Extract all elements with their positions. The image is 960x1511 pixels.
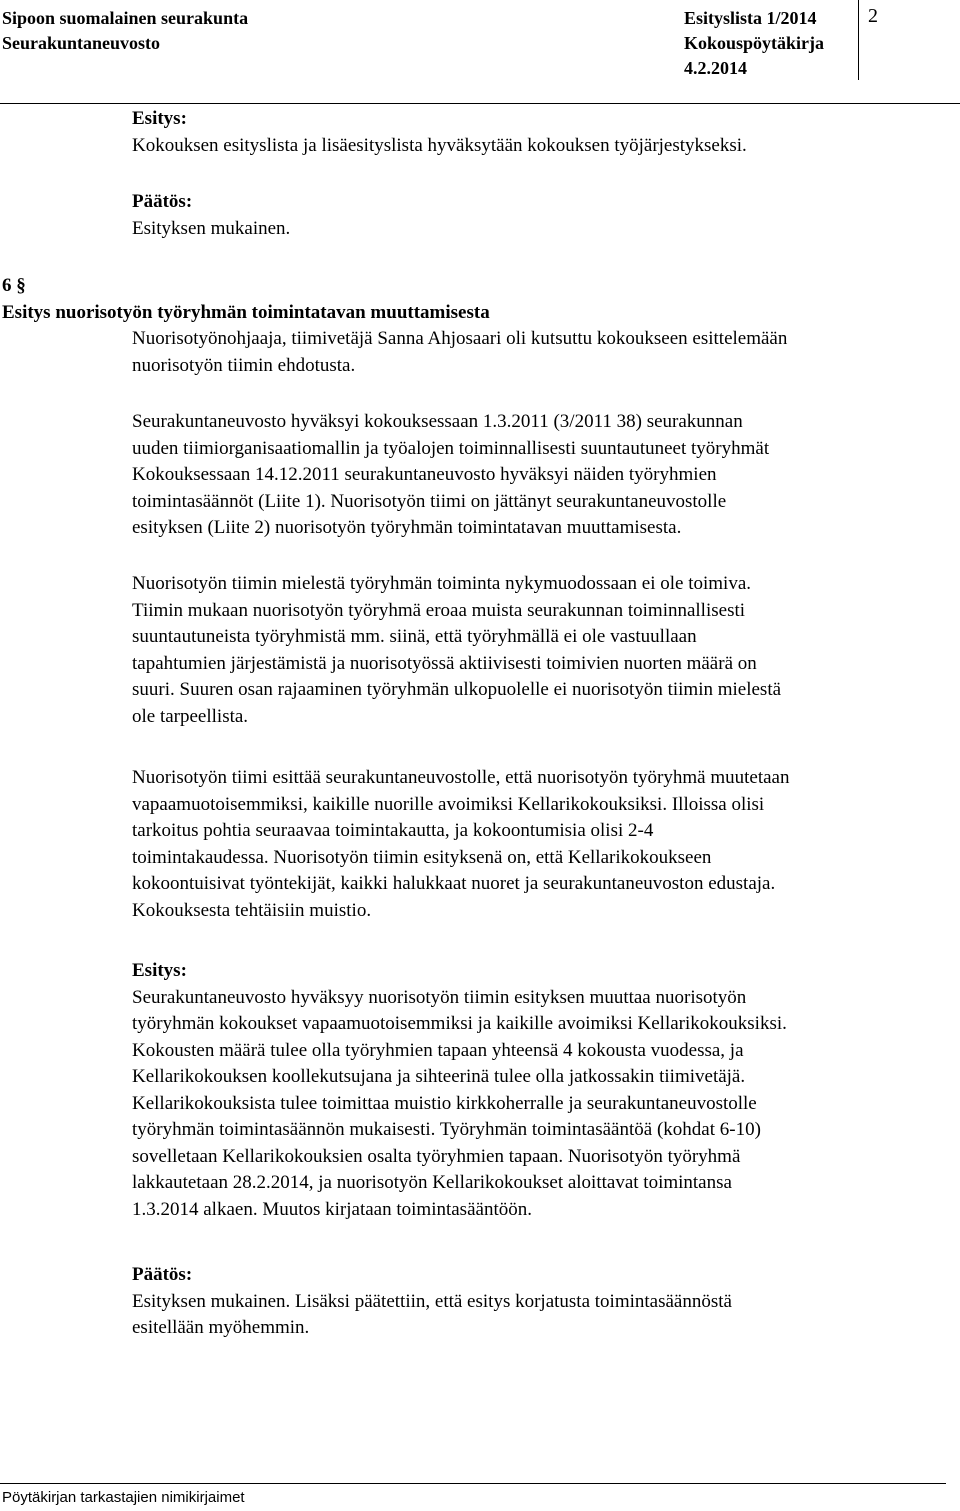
section-intro <box>132 326 787 379</box>
paragraph-line: Nuorisotyön tiimi esittää seurakuntaneuvostolle, että nuorisotyön työryhmä muutetaan <box>132 767 790 788</box>
prev-paatos-label: Päätös: <box>132 191 193 212</box>
prev-esitys-label: Esitys: <box>132 108 187 129</box>
esitys-line: Kokousten määrä tulee olla työryhmien tapaan yhteensä 4 kokousta vuodessa, ja <box>132 1039 744 1061</box>
esitys-line: lakkautetaan 28.2.2014, ja nuorisotyön Kellarikokoukset aloittavat toimintansa <box>132 1172 732 1193</box>
prev-esitys <box>132 106 747 159</box>
esitys-line: sovelletaan Kellarikokouksien osalta työryhmien tapaan. Nuorisotyön työryhmä <box>132 1145 741 1167</box>
section-paatos <box>132 1262 732 1342</box>
header-body: Seurakuntaneuvosto <box>2 33 161 53</box>
paragraph-line: esityksen (Liite 2) nuorisotyön työryhmän toimintatavan muuttamisesta. <box>132 517 682 538</box>
prev-paatos-text: Esityksen mukainen. <box>132 217 291 239</box>
paragraph-line: kokoontuisivat työntekijät, kaikki halukkaat nuoret ja seurakuntaneuvoston edustaja. <box>132 873 776 894</box>
section-heading <box>2 273 490 326</box>
esitys-line: Kellarikokouksen koollekutsujana ja sihteerinä tulee olla jatkossakin tiimivetäjä. <box>132 1066 746 1087</box>
paragraph-line: Kokouksessaan 14.12.2011 seurakuntaneuvosto hyväksyi näiden työryhmien <box>132 464 717 485</box>
paragraph-line: suuntautuneista työryhmistä mm. siinä, että työryhmällä ei ole vastuullaan <box>132 626 697 647</box>
paragraph-line: tarkoitus pohtia seuraavaa toimintakautta, ja kokoontumisia olisi 2-4 <box>132 820 654 841</box>
esitys-label: Esitys: <box>132 960 187 981</box>
paatos-line: esitellään myöhemmin. <box>132 1317 310 1338</box>
esitys-line: Seurakuntaneuvosto hyväksyy nuorisotyön tiimin esityksen muuttaa nuorisotyön <box>132 986 747 1008</box>
header-minutes: Kokouspöytäkirja <box>684 33 825 53</box>
paragraph-line: vapaamuotoisemmiksi, kaikille nuorille avoimiksi Kellarikokouksiksi. Illoissa olisi <box>132 793 765 815</box>
page-number: 2 <box>868 5 878 27</box>
paragraph-line: suuri. Suuren osan rajaaminen työryhmän ulkopuolelle ei nuorisotyön tiimin mielestä <box>132 679 782 700</box>
paragraph-1 <box>132 409 769 542</box>
paragraph-line: Seurakuntaneuvosto hyväksyi kokouksessaan 1.3.2011 (3/2011 38) seurakunnan <box>132 411 743 432</box>
paragraph-line: uuden tiimiorganisaatiomallin ja työalojen toiminnallisesti suuntautuneet työryhmät <box>132 437 770 459</box>
paragraph-line: tapahtumien järjestämistä ja nuorisotyössä aktiivisesti toimivien nuorten määrä on <box>132 652 757 674</box>
header-meta <box>684 6 824 81</box>
section-esitys <box>132 958 787 1223</box>
esitys-line: Kellarikokouksista tulee toimittaa muistio kirkkoherralle ja seurakuntaneuvostolle <box>132 1092 757 1114</box>
footer-text: Pöytäkirjan tarkastajien nimikirjaimet <box>2 1489 245 1506</box>
header-divider-vertical <box>858 0 859 80</box>
header-date: 4.2.2014 <box>684 58 747 78</box>
header-org: Sipoon suomalainen seurakunta <box>2 8 249 28</box>
prev-esitys-text: Kokouksen esityslista ja lisäesityslista hyväksytään kokouksen työjärjestykseksi. <box>132 134 747 156</box>
paragraph-line: Kokouksesta tehtäisiin muistio. <box>132 899 372 921</box>
paragraph-line: Nuorisotyön tiimin mielestä työryhmän toiminta nykymuodossaan ei ole toimiva. <box>132 573 752 594</box>
header-divider-horizontal <box>0 103 960 104</box>
section-number: 6 § <box>2 275 26 296</box>
esitys-line: työryhmän kokoukset vapaamuotoisemmiksi ja kaikille avoimiksi Kellarikokouksiksi. <box>132 1013 787 1034</box>
prev-paatos <box>132 189 290 242</box>
header-left <box>2 6 248 56</box>
footer-divider <box>0 1483 946 1484</box>
paragraph-line: toimintasäännöt (Liite 1). Nuorisotyön tiimi on jättänyt seurakuntaneuvostolle <box>132 490 727 512</box>
paragraph-3 <box>132 765 789 924</box>
paragraph-line: toimintakaudessa. Nuorisotyön tiimin esityksenä on, että Kellarikokoukseen <box>132 846 712 868</box>
paatos-label: Päätös: <box>132 1264 193 1285</box>
paragraph-2 <box>132 571 781 730</box>
esitys-line: 1.3.2014 alkaen. Muutos kirjataan toimintasääntöön. <box>132 1198 532 1220</box>
paatos-line: Esityksen mukainen. Lisäksi päätettiin, että esitys korjatusta toimintasäännöstä <box>132 1290 732 1312</box>
paragraph-line: ole tarpeellista. <box>132 705 249 727</box>
intro-line: nuorisotyön tiimin ehdotusta. <box>132 354 356 376</box>
esitys-line: työryhmän toimintasäännön mukaisesti. Työryhmän toimintasääntöä (kohdat 6-10) <box>132 1119 761 1140</box>
section-title: Esitys nuorisotyön työryhmän toimintatavan muuttamisesta <box>2 301 490 323</box>
header-agenda: Esityslista 1/2014 <box>684 8 817 28</box>
paragraph-line: Tiimin mukaan nuorisotyön työryhmä eroaa muista seurakunnan toiminnallisesti <box>132 599 746 621</box>
intro-line: Nuorisotyönohjaaja, tiimivetäjä Sanna Ahjosaari oli kutsuttu kokoukseen esittelemään <box>132 328 788 349</box>
